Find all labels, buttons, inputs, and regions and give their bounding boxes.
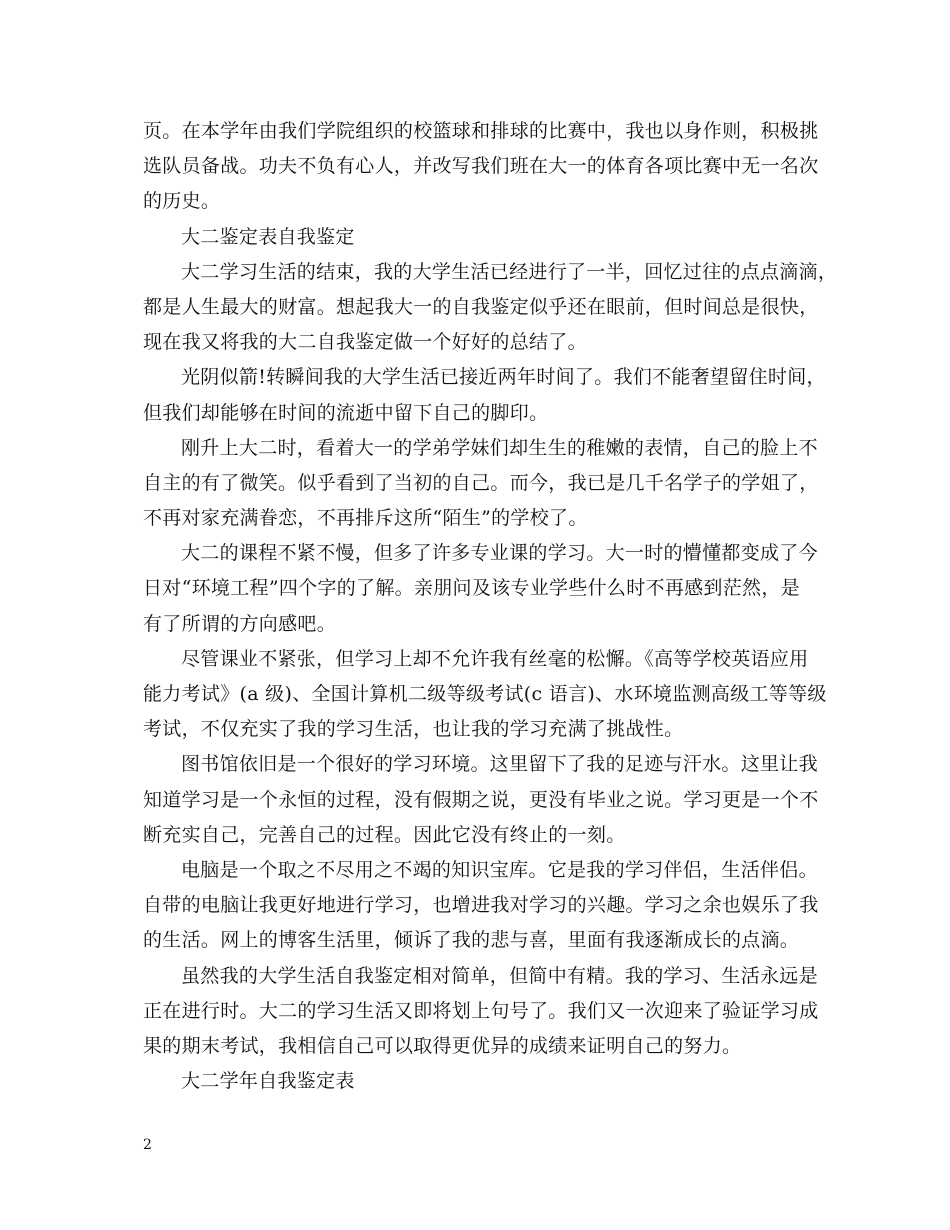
text-line: 知道学习是一个永恒的过程，没有假期之说，更没有毕业之说。学习更是一个不 [143,788,819,811]
text-line: 有了所谓的方向感吧。 [143,612,337,635]
text-line: 不再对家充满眷恋，不再排斥这所“陌生”的学校了。 [143,507,588,530]
text-line: 日对“环境工程”四个字的了解。亲朋问及该专业学些什么时不再感到茫然，是 [143,577,800,600]
text-line: 果的期末考试，我相信自己可以取得更优异的成绩来证明自己的努力。 [143,1034,742,1057]
text-line: 光阴似箭!转瞬间我的大学生活已接近两年时间了。我们不能奢望留住时间， [181,366,826,389]
text-line: 大二学习生活的结束，我的大学生活已经进行了一半，回忆过往的点点滴滴， [181,260,838,283]
section-heading: 大二学年自我鉴定表 [181,1070,355,1093]
text-line: 页。在本学年由我们学院组织的校篮球和排球的比赛中，我也以身作则，积极挑 [143,120,819,142]
text-line: 图书馆依旧是一个很好的学习环境。这里留下了我的足迹与汗水。这里让我 [181,753,818,776]
page-number: 2 [143,1137,152,1153]
text-line: 电脑是一个取之不尽用之不竭的知识宝库。它是我的学习伴侣，生活伴侣。 [181,858,818,881]
text-line: 尽管课业不紧张，但学习上却不允许我有丝毫的松懈。《高等学校英语应用 [181,647,809,670]
text-line: 虽然我的大学生活自我鉴定相对简单，但简中有精。我的学习、生活永远是 [181,964,818,987]
text-line: 的历史。 [143,190,221,213]
text-line: 刚升上大二时，看着大一的学弟学妹们却生生的稚嫩的表情，自己的脸上不 [181,436,818,459]
text-line: 断充实自己，完善自己的过程。因此它没有终止的一刻。 [143,823,626,846]
text-line: 大二的课程不紧不慢，但多了许多专业课的学习。大一时的懵懂都变成了今 [181,542,818,565]
text-line: 正在进行时。大二的学习生活又即将划上句号了。我们又一次迎来了验证学习成 [143,999,819,1022]
text-line: 自带的电脑让我更好地进行学习，也增进我对学习的兴趣。学习之余也娱乐了我 [143,894,819,917]
text-line: 考试，不仅充实了我的学习生活，也让我的学习充满了挑战性。 [143,718,684,741]
text-line: 但我们却能够在时间的流逝中留下自己的脚印。 [143,401,549,424]
text-line: 都是人生最大的财富。想起我大一的自我鉴定似乎还在眼前，但时间总是很快， [143,295,819,318]
text-line: 的生活。网上的博客生活里，倾诉了我的悲与喜，里面有我逐渐成长的点滴。 [143,929,800,952]
text-line: 选队员备战。功夫不负有心人，并改写我们班在大一的体育各项比赛中无一名次 [143,155,819,178]
text-line: 自主的有了微笑。似乎看到了当初的自己。而今，我已是几千名学子的学姐了， [143,471,819,494]
text-line: 能力考试》(a 级)、全国计算机二级等级考试(c 语言)、水环境监测高级工等等级 [143,683,827,705]
text-line: 现在我又将我的大二自我鉴定做一个好好的总结了。 [143,331,587,354]
section-heading: 大二鉴定表自我鉴定 [181,225,355,248]
document-body [143,114,838,1099]
